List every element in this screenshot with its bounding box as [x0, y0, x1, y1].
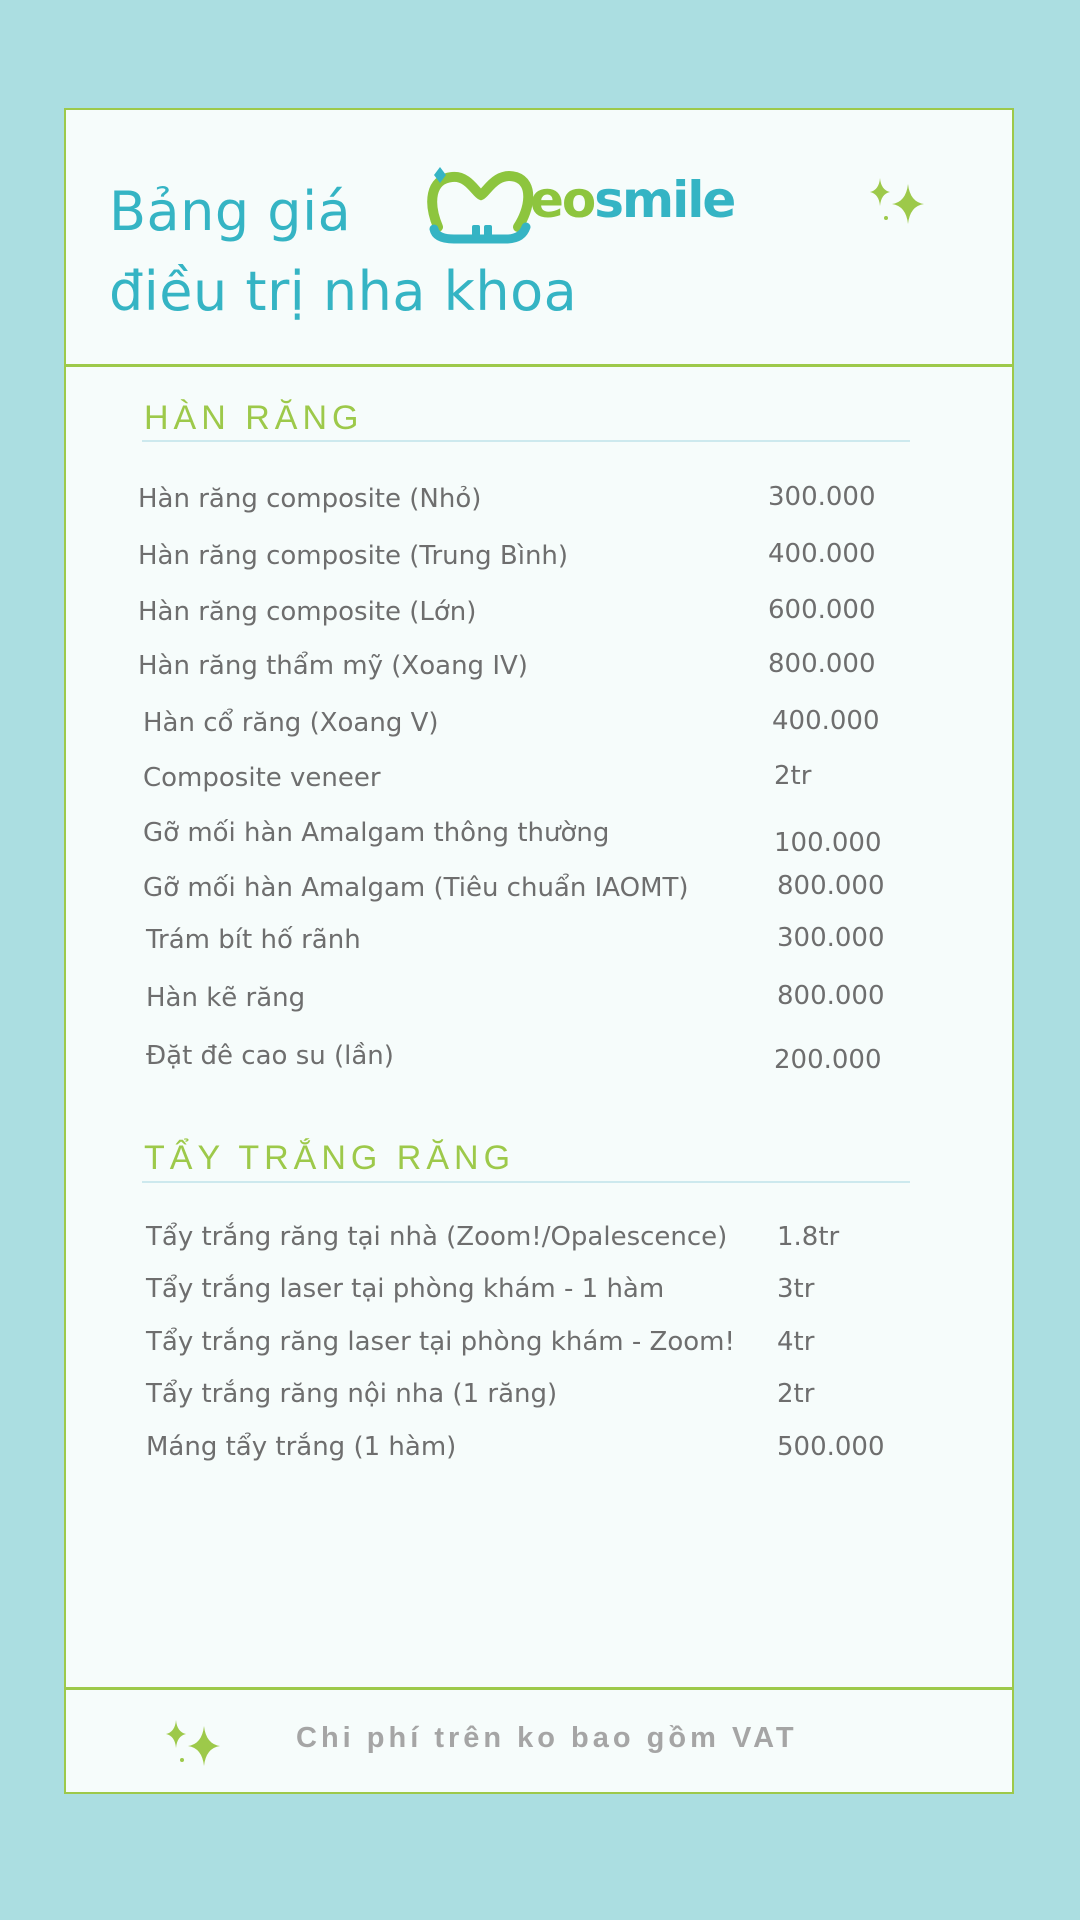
price-row: [66, 1041, 1012, 1081]
service-price: 3tr: [777, 1274, 815, 1304]
service-price: 4tr: [777, 1327, 815, 1357]
header-divider: [66, 364, 1012, 367]
service-price: 100.000: [774, 828, 882, 858]
service-name: Tẩy trắng laser tại phòng khám - 1 hàm: [146, 1274, 665, 1304]
service-name: Hàn cổ răng (Xoang V): [143, 708, 439, 738]
brand-logo: [426, 165, 756, 245]
vat-note: Chi phí trên ko bao gồm VAT: [296, 1722, 798, 1754]
price-row: [66, 983, 1012, 1023]
service-name: Hàn răng composite (Trung Bình): [138, 541, 569, 571]
service-name: Hàn kẽ răng: [146, 983, 306, 1013]
service-price: 400.000: [768, 539, 876, 569]
service-price: 800.000: [777, 981, 885, 1011]
title-line-1: Bảng giá: [109, 180, 352, 243]
service-name: Composite veneer: [143, 763, 381, 793]
service-name: Gỡ mối hàn Amalgam (Tiêu chuẩn IAOMT): [143, 873, 689, 903]
section-underline: [142, 440, 910, 442]
section-title-whitening: TẨY TRẮNG RĂNG: [144, 1139, 516, 1177]
price-row: [66, 1379, 1012, 1419]
service-price: 2tr: [777, 1379, 815, 1409]
service-name: Đặt đê cao su (lần): [146, 1041, 394, 1071]
section-underline: [142, 1181, 910, 1183]
price-row: [66, 484, 1012, 524]
service-name: Tẩy trắng răng tại nhà (Zoom!/Opalescence): [146, 1222, 728, 1252]
price-row: [66, 597, 1012, 637]
price-row: [66, 1222, 1012, 1262]
title-line-2: điều trị nha khoa: [109, 260, 578, 323]
service-price: 800.000: [777, 871, 885, 901]
price-row: [66, 708, 1012, 748]
price-row: [66, 1432, 1012, 1472]
service-price: 500.000: [777, 1432, 885, 1462]
service-name: Hàn răng composite (Nhỏ): [138, 484, 482, 514]
tooth-logo-icon: [426, 165, 536, 245]
service-price: 1.8tr: [777, 1222, 840, 1252]
price-row: [66, 925, 1012, 965]
service-price: 300.000: [777, 923, 885, 953]
price-list-card: [64, 108, 1014, 1794]
price-row: [66, 873, 1012, 913]
price-row: [66, 651, 1012, 691]
service-price: 600.000: [768, 595, 876, 625]
service-name: Tẩy trắng răng nội nha (1 răng): [146, 1379, 558, 1409]
price-row: [66, 1327, 1012, 1367]
service-name: Máng tẩy trắng (1 hàm): [146, 1432, 457, 1462]
brand-name: eosmile: [530, 171, 735, 229]
price-row: [66, 541, 1012, 581]
service-name: Hàn răng composite (Lớn): [138, 597, 477, 627]
service-price: 300.000: [768, 482, 876, 512]
price-row: [66, 763, 1012, 803]
sparkle-icon: [162, 1716, 232, 1776]
service-name: Tẩy trắng răng laser tại phòng khám - Zoom!: [146, 1327, 735, 1357]
service-name: Gỡ mối hàn Amalgam thông thường: [143, 818, 610, 848]
section-title-filling: HÀN RĂNG: [144, 399, 364, 437]
price-row: [66, 1274, 1012, 1314]
service-name: Trám bít hố rãnh: [146, 925, 361, 955]
footer-divider: [66, 1687, 1012, 1690]
service-name: Hàn răng thẩm mỹ (Xoang IV): [138, 651, 528, 681]
service-price: 2tr: [774, 761, 812, 791]
service-price: 800.000: [768, 649, 876, 679]
header: [66, 110, 1012, 364]
sparkle-icon: [866, 170, 936, 230]
price-row: [66, 818, 1012, 858]
service-price: 200.000: [774, 1045, 882, 1075]
service-price: 400.000: [772, 706, 880, 736]
